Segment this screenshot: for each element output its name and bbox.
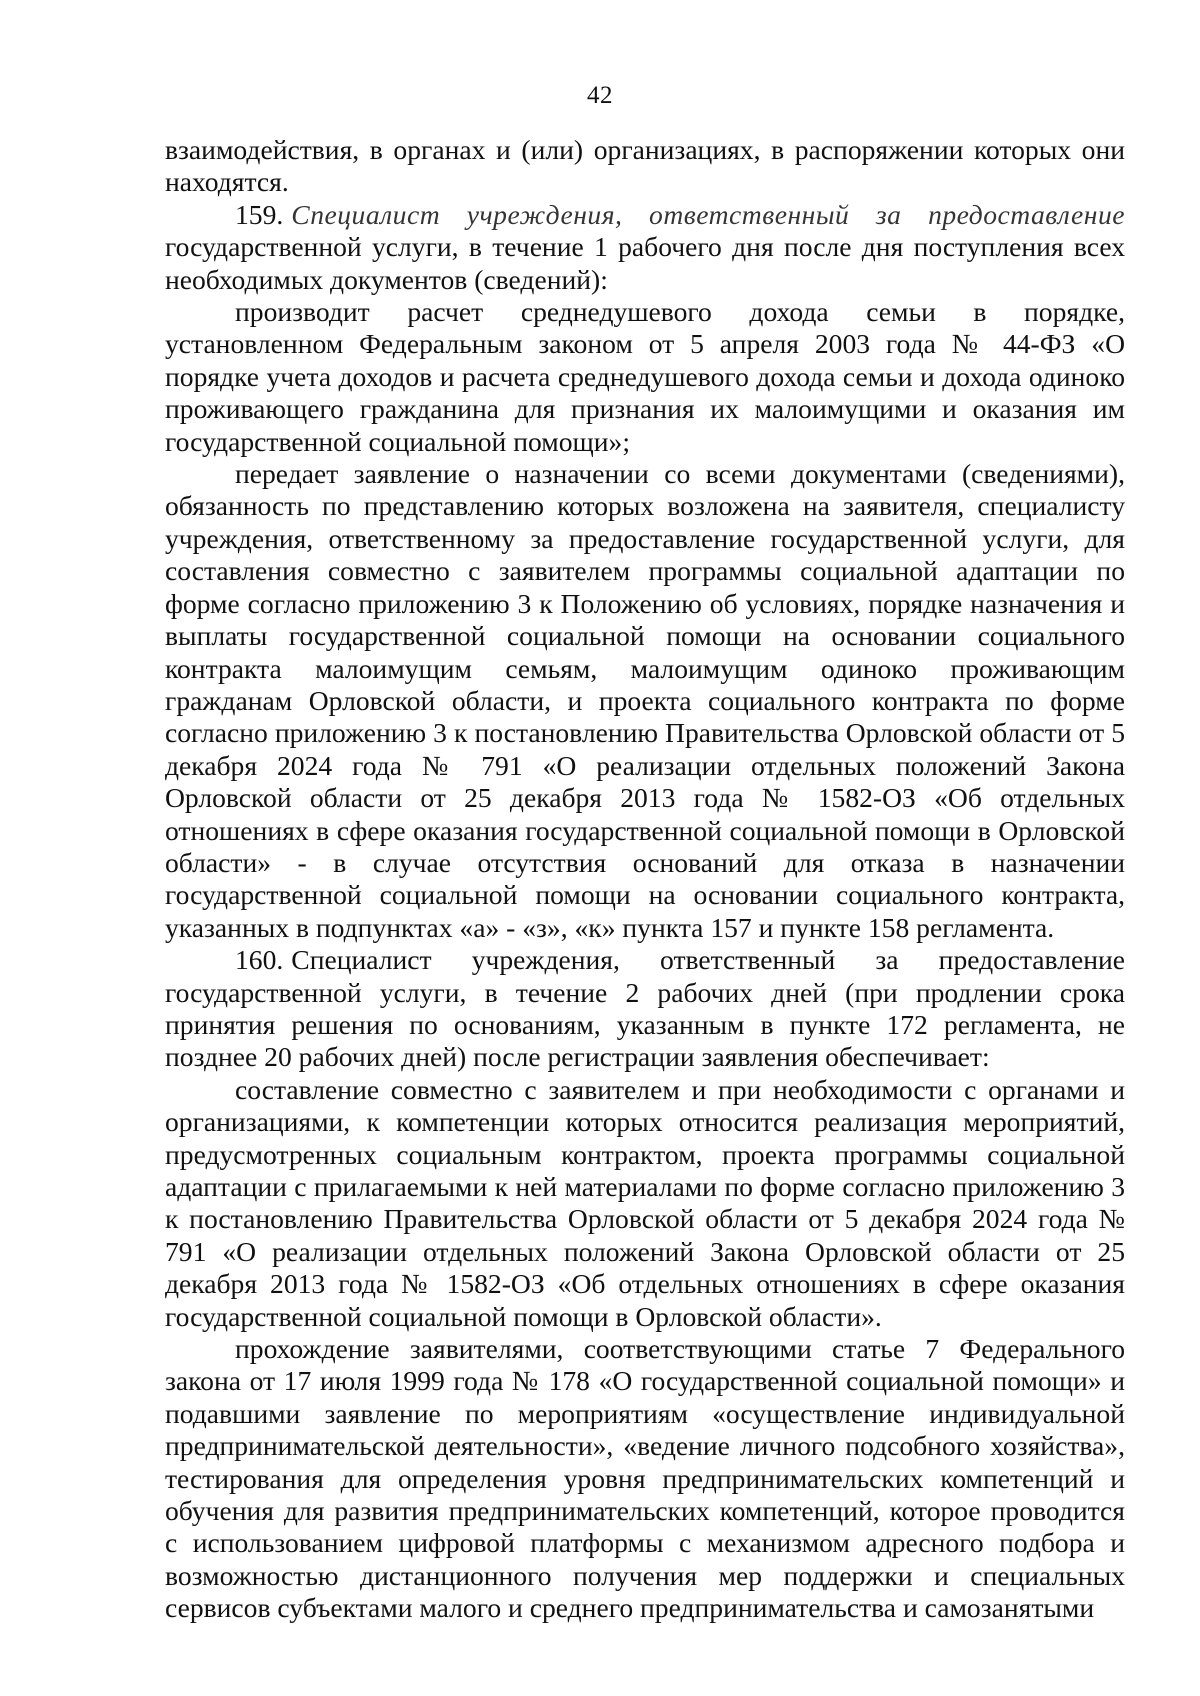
paragraph-text: Специалист учреждения, ответственный за предоставление государственной услуги, в течение 2 рабочих дней (при продлении срока принятия решения по основаниям, указанным в пункте 172 регламента, не позднее 20 рабочих дней) после регистрации заявления обеспечивает: xyxy=(165,944,1125,1073)
paragraph-testing-training: прохождение заявителями, соответствующими статье 7 Федерального закона от 17 июля 1999 года № 178 «О государственной социальной помощи» и подавшими заявление по мероприятиям «осуществление индивидуальной предпринимательской деятельности», «ведение личного подсобного хозяйства», тестирования для определения уровня предпринимательских компетенций и обучения для развития предпринимательских компетенций, которое проводится с использованием цифровой платформы с механизмом адресного подбора и возможностью дистанционного получения мер поддержки и специальных сервисов субъектами малого и среднего предпринимательства и самозанятыми xyxy=(165,1333,1125,1624)
paragraph-item-160 xyxy=(165,944,1125,1074)
paragraph-text: государственной услуги, в течение 1 рабочего дня после дня поступления всех необходимых документов (сведений): xyxy=(165,231,1125,295)
paragraph-transfer-application: передает заявление о назначении со всеми документами (сведениями), обязанность по представлению которых возложена на заявителя, специалисту учреждения, ответственному за предоставление государственной услуги, для составления совместно с заявителем программы социальной адаптации по форме согласно приложению 3 к Положению об условиях, порядке назначения и выплаты государственной социальной помощи на основании социального контракта малоимущим семьям, малоимущим одиноко проживающим гражданам Орловской области, и проекта социального контракта по форме согласно приложению 3 к постановлению Правительства Орловской области от 5 декабря 2024 года № 791 «О реализации отдельных положений Закона Орловской области от 25 декабря 2013 года № 1582-ОЗ «Об отдельных отношениях в сфере оказания государственной социальной помощи в Орловской области» - в случае отсутствия оснований для отказа в назначении государственной социальной помощи на основании социального контракта, указанных в подпунктах «а» - «з», «к» пункта 157 и пункте 158 регламента. xyxy=(165,458,1125,943)
paragraph-income-calculation: производит расчет среднедушевого дохода семьи в порядке, установленном Федеральным законом от 5 апреля 2003 года № 44-ФЗ «О порядке учета доходов и расчета среднедушевого дохода семьи и дохода одиноко проживающего гражданина для признания их малоимущими и оказания им государственной социальной помощи»; xyxy=(165,296,1125,457)
item-number: 160. xyxy=(235,944,284,976)
faded-lead-text: Специалист учреждения, ответственный за предоставление xyxy=(291,198,1125,230)
paragraph-continuation: взаимодействия, в органах и (или) организациях, в распоряжении которых они находятся. xyxy=(165,134,1125,198)
item-number: 159. xyxy=(235,198,284,230)
page-number: 42 xyxy=(587,82,613,109)
paragraph-item-159 xyxy=(165,199,1125,296)
paragraph-adaptation-program: составление совместно с заявителем и при необходимости с органами и организациями, к компетенции которых относится реализация мероприятий, предусмотренных социальным контрактом, проекта программы социальной адаптации с прилагаемыми к ней материалами по форме согласно приложению 3 к постановлению Правительства Орловской области от 5 декабря 2024 года № 791 «О реализации отдельных положений Закона Орловской области от 25 декабря 2013 года № 1582-ОЗ «Об отдельных отношениях в сфере оказания государственной социальной помощи в Орловской области». xyxy=(165,1073,1125,1332)
document-body xyxy=(165,134,1125,1625)
